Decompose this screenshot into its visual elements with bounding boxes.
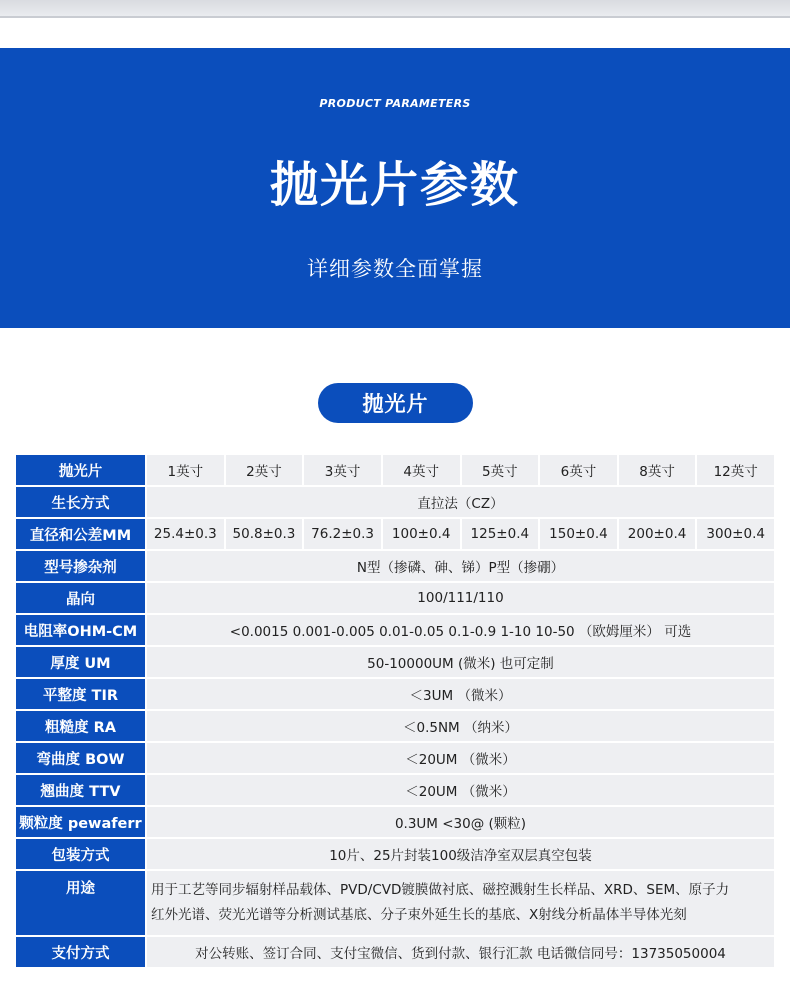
size-3in: 3英寸 xyxy=(303,454,382,486)
size-12in: 12英寸 xyxy=(696,454,775,486)
size-8in: 8英寸 xyxy=(618,454,697,486)
particles-value: 0.3UM <30@ (颗粒) xyxy=(146,806,775,838)
diameter-12in: 300±0.4 xyxy=(696,518,775,550)
size-2in: 2英寸 xyxy=(225,454,304,486)
diameter-5in: 125±0.4 xyxy=(461,518,540,550)
roughness-value: ＜0.5NM （纳米） xyxy=(146,710,775,742)
row-label-growth: 生长方式 xyxy=(15,486,146,518)
packaging-value: 10片、25片封装100级洁净室双层真空包装 xyxy=(146,838,775,870)
warp-value: ＜20UM （微米） xyxy=(146,774,775,806)
row-label-dopant: 型号掺杂剂 xyxy=(15,550,146,582)
diameter-6in: 150±0.4 xyxy=(539,518,618,550)
table-row-roughness xyxy=(15,710,775,742)
table-row-usage xyxy=(15,870,775,936)
page-title: 抛光片参数 xyxy=(269,157,520,213)
banner-subtitle: 详细参数全面掌握 xyxy=(307,257,483,281)
payment-value: 对公转账、签订合同、支付宝微信、货到付款、银行汇款 电话微信同号：13735050004 xyxy=(146,936,775,968)
bow-value: ＜20UM （微米） xyxy=(146,742,775,774)
dopant-value: N型（掺磷、砷、锑）P型（掺硼） xyxy=(146,550,775,582)
size-4in: 4英寸 xyxy=(382,454,461,486)
row-label-usage: 用途 xyxy=(15,870,146,936)
header-banner xyxy=(0,48,790,328)
row-label-thickness: 厚度 UM xyxy=(15,646,146,678)
row-label-particles: 颗粒度 pewaferr xyxy=(15,806,146,838)
resistivity-value: <0.0015 0.001-0.005 0.01-0.05 0.1-0.9 1-10 10-50 （欧姆厘米） 可选 xyxy=(146,614,775,646)
diameter-3in: 76.2±0.3 xyxy=(303,518,382,550)
size-5in: 5英寸 xyxy=(461,454,540,486)
row-label-resistivity: 电阻率OHM-CM xyxy=(15,614,146,646)
row-label-orientation: 晶向 xyxy=(15,582,146,614)
table-row-growth xyxy=(15,486,775,518)
diameter-8in: 200±0.4 xyxy=(618,518,697,550)
table-row-thickness xyxy=(15,646,775,678)
table-row-warp xyxy=(15,774,775,806)
growth-value: 直拉法（CZ） xyxy=(146,486,775,518)
row-label-diameter: 直径和公差MM xyxy=(15,518,146,550)
table-row-bow xyxy=(15,742,775,774)
row-label-product: 抛光片 xyxy=(15,454,146,486)
parameter-table xyxy=(14,453,776,969)
thickness-value: 50-10000UM (微米) 也可定制 xyxy=(146,646,775,678)
table-row-dopant xyxy=(15,550,775,582)
usage-value xyxy=(146,870,775,936)
row-label-payment: 支付方式 xyxy=(15,936,146,968)
row-label-roughness: 粗糙度 RA xyxy=(15,710,146,742)
table-row-packaging xyxy=(15,838,775,870)
table-row-flatness xyxy=(15,678,775,710)
diameter-4in: 100±0.4 xyxy=(382,518,461,550)
size-6in: 6英寸 xyxy=(539,454,618,486)
row-label-warp: 翘曲度 TTV xyxy=(15,774,146,806)
table-row-header xyxy=(15,454,775,486)
usage-line-1: 用于工艺等同步辐射样品载体、PVD/CVD镀膜做衬底、磁控溅射生长样品、XRD、SEM、原子力 xyxy=(151,882,730,898)
table-row-payment xyxy=(15,936,775,968)
table-row-particles xyxy=(15,806,775,838)
row-label-packaging: 包装方式 xyxy=(15,838,146,870)
table-row-diameter xyxy=(15,518,775,550)
size-1in: 1英寸 xyxy=(146,454,225,486)
table-row-resistivity xyxy=(15,614,775,646)
row-label-flatness: 平整度 TIR xyxy=(15,678,146,710)
top-image-strip xyxy=(0,0,790,18)
diameter-2in: 50.8±0.3 xyxy=(225,518,304,550)
diameter-1in: 25.4±0.3 xyxy=(146,518,225,550)
table-row-orientation xyxy=(15,582,775,614)
flatness-value: ＜3UM （微米） xyxy=(146,678,775,710)
orientation-value: 100/111/110 xyxy=(146,582,775,614)
section-pill: 抛光片 xyxy=(318,383,473,423)
usage-line-2: 红外光谱、荧光光谱等分析测试基底、分子束外延生长的基底、X射线分析晶体半导体光刻 xyxy=(151,907,687,923)
banner-eyebrow: PRODUCT PARAMETERS xyxy=(319,97,471,110)
row-label-bow: 弯曲度 BOW xyxy=(15,742,146,774)
